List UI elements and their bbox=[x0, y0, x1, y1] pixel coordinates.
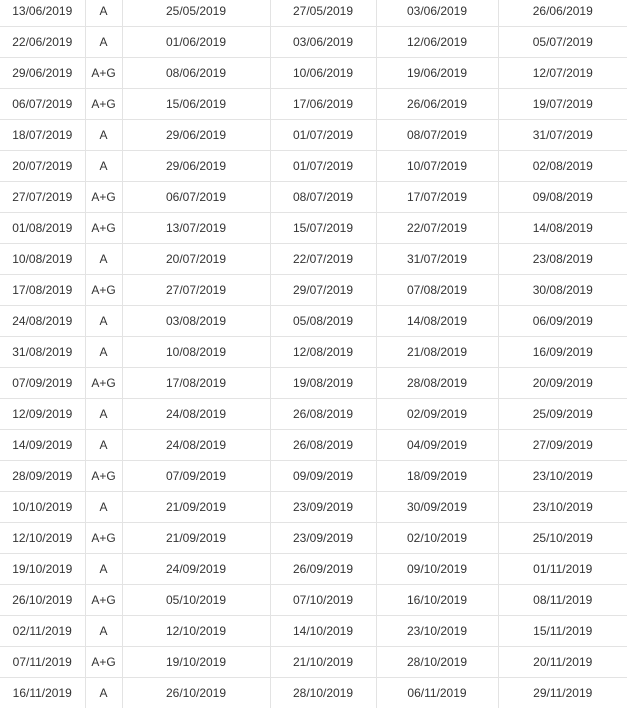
date-cell: 10/07/2019 bbox=[376, 151, 498, 182]
date-cell: 14/08/2019 bbox=[376, 306, 498, 337]
date-cell: 28/10/2019 bbox=[376, 647, 498, 678]
type-cell: A bbox=[85, 151, 122, 182]
date-cell: 26/09/2019 bbox=[270, 554, 376, 585]
type-cell: A bbox=[85, 27, 122, 58]
table-row bbox=[0, 678, 627, 708]
date-cell: 24/08/2019 bbox=[122, 399, 270, 430]
table-row bbox=[0, 368, 627, 399]
type-cell: A+G bbox=[85, 461, 122, 492]
table-row bbox=[0, 244, 627, 275]
date-cell: 20/07/2019 bbox=[0, 151, 85, 182]
date-cell: 07/09/2019 bbox=[0, 368, 85, 399]
date-cell: 03/06/2019 bbox=[376, 0, 498, 27]
table-row bbox=[0, 27, 627, 58]
date-cell: 12/10/2019 bbox=[122, 616, 270, 647]
date-cell: 02/11/2019 bbox=[0, 616, 85, 647]
type-cell: A bbox=[85, 0, 122, 27]
date-cell: 08/06/2019 bbox=[122, 58, 270, 89]
date-cell: 14/08/2019 bbox=[498, 213, 627, 244]
table-row bbox=[0, 151, 627, 182]
date-cell: 22/06/2019 bbox=[0, 27, 85, 58]
date-cell: 20/09/2019 bbox=[498, 368, 627, 399]
date-cell: 06/07/2019 bbox=[122, 182, 270, 213]
date-cell: 28/08/2019 bbox=[376, 368, 498, 399]
date-cell: 31/07/2019 bbox=[376, 244, 498, 275]
date-cell: 10/06/2019 bbox=[270, 58, 376, 89]
table-row bbox=[0, 89, 627, 120]
date-cell: 20/07/2019 bbox=[122, 244, 270, 275]
date-cell: 15/07/2019 bbox=[270, 213, 376, 244]
date-cell: 29/06/2019 bbox=[122, 151, 270, 182]
date-cell: 25/09/2019 bbox=[498, 399, 627, 430]
table-row bbox=[0, 0, 627, 27]
date-cell: 23/09/2019 bbox=[270, 523, 376, 554]
date-cell: 25/05/2019 bbox=[122, 0, 270, 27]
date-cell: 16/11/2019 bbox=[0, 678, 85, 708]
date-cell: 01/07/2019 bbox=[270, 120, 376, 151]
date-cell: 23/10/2019 bbox=[498, 461, 627, 492]
table-row bbox=[0, 461, 627, 492]
date-cell: 26/10/2019 bbox=[0, 585, 85, 616]
type-cell: A bbox=[85, 678, 122, 708]
date-cell: 07/11/2019 bbox=[0, 647, 85, 678]
date-cell: 19/10/2019 bbox=[0, 554, 85, 585]
date-cell: 03/06/2019 bbox=[270, 27, 376, 58]
date-cell: 16/09/2019 bbox=[498, 337, 627, 368]
date-cell: 21/10/2019 bbox=[270, 647, 376, 678]
date-cell: 01/06/2019 bbox=[122, 27, 270, 58]
date-cell: 29/06/2019 bbox=[0, 58, 85, 89]
date-cell: 02/08/2019 bbox=[498, 151, 627, 182]
date-cell: 09/08/2019 bbox=[498, 182, 627, 213]
date-cell: 23/10/2019 bbox=[498, 492, 627, 523]
table-row bbox=[0, 554, 627, 585]
date-cell: 23/08/2019 bbox=[498, 244, 627, 275]
date-cell: 27/09/2019 bbox=[498, 430, 627, 461]
date-cell: 23/09/2019 bbox=[270, 492, 376, 523]
date-cell: 28/10/2019 bbox=[270, 678, 376, 708]
date-cell: 06/09/2019 bbox=[498, 306, 627, 337]
table-row bbox=[0, 430, 627, 461]
date-cell: 17/06/2019 bbox=[270, 89, 376, 120]
type-cell: A+G bbox=[85, 213, 122, 244]
date-cell: 03/08/2019 bbox=[122, 306, 270, 337]
date-cell: 24/09/2019 bbox=[122, 554, 270, 585]
type-cell: A bbox=[85, 337, 122, 368]
date-cell: 09/09/2019 bbox=[270, 461, 376, 492]
date-cell: 19/06/2019 bbox=[376, 58, 498, 89]
type-cell: A bbox=[85, 430, 122, 461]
type-cell: A+G bbox=[85, 58, 122, 89]
date-cell: 08/07/2019 bbox=[270, 182, 376, 213]
date-cell: 06/11/2019 bbox=[376, 678, 498, 708]
date-cell: 01/08/2019 bbox=[0, 213, 85, 244]
date-cell: 29/06/2019 bbox=[122, 120, 270, 151]
date-cell: 12/06/2019 bbox=[376, 27, 498, 58]
table-row bbox=[0, 182, 627, 213]
date-cell: 19/08/2019 bbox=[270, 368, 376, 399]
date-cell: 27/05/2019 bbox=[270, 0, 376, 27]
date-cell: 08/07/2019 bbox=[376, 120, 498, 151]
type-cell: A+G bbox=[85, 368, 122, 399]
date-cell: 10/08/2019 bbox=[0, 244, 85, 275]
date-cell: 02/09/2019 bbox=[376, 399, 498, 430]
date-cell: 20/11/2019 bbox=[498, 647, 627, 678]
type-cell: A+G bbox=[85, 182, 122, 213]
date-cell: 05/08/2019 bbox=[270, 306, 376, 337]
date-cell: 10/08/2019 bbox=[122, 337, 270, 368]
date-cell: 06/07/2019 bbox=[0, 89, 85, 120]
date-cell: 22/07/2019 bbox=[376, 213, 498, 244]
date-cell: 02/10/2019 bbox=[376, 523, 498, 554]
date-cell: 21/09/2019 bbox=[122, 492, 270, 523]
type-cell: A bbox=[85, 244, 122, 275]
date-cell: 05/10/2019 bbox=[122, 585, 270, 616]
date-cell: 28/09/2019 bbox=[0, 461, 85, 492]
table-row bbox=[0, 120, 627, 151]
date-cell: 18/09/2019 bbox=[376, 461, 498, 492]
date-cell: 23/10/2019 bbox=[376, 616, 498, 647]
date-cell: 27/07/2019 bbox=[0, 182, 85, 213]
date-cell: 15/06/2019 bbox=[122, 89, 270, 120]
date-cell: 07/10/2019 bbox=[270, 585, 376, 616]
type-cell: A+G bbox=[85, 275, 122, 306]
date-cell: 01/11/2019 bbox=[498, 554, 627, 585]
date-cell: 29/11/2019 bbox=[498, 678, 627, 708]
table-row bbox=[0, 585, 627, 616]
table-row bbox=[0, 399, 627, 430]
date-cell: 04/09/2019 bbox=[376, 430, 498, 461]
date-cell: 09/10/2019 bbox=[376, 554, 498, 585]
date-cell: 13/06/2019 bbox=[0, 0, 85, 27]
date-cell: 21/08/2019 bbox=[376, 337, 498, 368]
date-cell: 07/08/2019 bbox=[376, 275, 498, 306]
date-cell: 30/09/2019 bbox=[376, 492, 498, 523]
date-cell: 15/11/2019 bbox=[498, 616, 627, 647]
date-cell: 30/08/2019 bbox=[498, 275, 627, 306]
date-cell: 26/08/2019 bbox=[270, 430, 376, 461]
date-cell: 26/08/2019 bbox=[270, 399, 376, 430]
date-cell: 26/10/2019 bbox=[122, 678, 270, 708]
date-cell: 26/06/2019 bbox=[498, 0, 627, 27]
date-cell: 24/08/2019 bbox=[0, 306, 85, 337]
date-cell: 12/08/2019 bbox=[270, 337, 376, 368]
table-row bbox=[0, 616, 627, 647]
date-cell: 10/10/2019 bbox=[0, 492, 85, 523]
table-row bbox=[0, 213, 627, 244]
date-cell: 19/10/2019 bbox=[122, 647, 270, 678]
date-cell: 07/09/2019 bbox=[122, 461, 270, 492]
date-cell: 12/10/2019 bbox=[0, 523, 85, 554]
date-cell: 16/10/2019 bbox=[376, 585, 498, 616]
type-cell: A bbox=[85, 616, 122, 647]
type-cell: A bbox=[85, 399, 122, 430]
date-cell: 27/07/2019 bbox=[122, 275, 270, 306]
type-cell: A bbox=[85, 120, 122, 151]
date-cell: 21/09/2019 bbox=[122, 523, 270, 554]
date-cell: 19/07/2019 bbox=[498, 89, 627, 120]
type-cell: A+G bbox=[85, 585, 122, 616]
date-cell: 14/09/2019 bbox=[0, 430, 85, 461]
date-cell: 31/08/2019 bbox=[0, 337, 85, 368]
date-cell: 13/07/2019 bbox=[122, 213, 270, 244]
date-cell: 22/07/2019 bbox=[270, 244, 376, 275]
type-cell: A+G bbox=[85, 89, 122, 120]
type-cell: A bbox=[85, 554, 122, 585]
type-cell: A bbox=[85, 492, 122, 523]
date-cell: 12/09/2019 bbox=[0, 399, 85, 430]
table-row bbox=[0, 492, 627, 523]
date-cell: 17/08/2019 bbox=[0, 275, 85, 306]
date-cell: 25/10/2019 bbox=[498, 523, 627, 554]
date-cell: 08/11/2019 bbox=[498, 585, 627, 616]
table-row bbox=[0, 275, 627, 306]
date-cell: 29/07/2019 bbox=[270, 275, 376, 306]
table-row bbox=[0, 523, 627, 554]
date-cell: 12/07/2019 bbox=[498, 58, 627, 89]
date-cell: 14/10/2019 bbox=[270, 616, 376, 647]
date-cell: 31/07/2019 bbox=[498, 120, 627, 151]
date-cell: 01/07/2019 bbox=[270, 151, 376, 182]
type-cell: A+G bbox=[85, 523, 122, 554]
date-cell: 18/07/2019 bbox=[0, 120, 85, 151]
date-cell: 17/08/2019 bbox=[122, 368, 270, 399]
table-row bbox=[0, 647, 627, 678]
date-cell: 17/07/2019 bbox=[376, 182, 498, 213]
table-row bbox=[0, 337, 627, 368]
date-cell: 24/08/2019 bbox=[122, 430, 270, 461]
date-cell: 05/07/2019 bbox=[498, 27, 627, 58]
table-row bbox=[0, 58, 627, 89]
type-cell: A+G bbox=[85, 647, 122, 678]
type-cell: A bbox=[85, 306, 122, 337]
date-cell: 26/06/2019 bbox=[376, 89, 498, 120]
table-row bbox=[0, 306, 627, 337]
